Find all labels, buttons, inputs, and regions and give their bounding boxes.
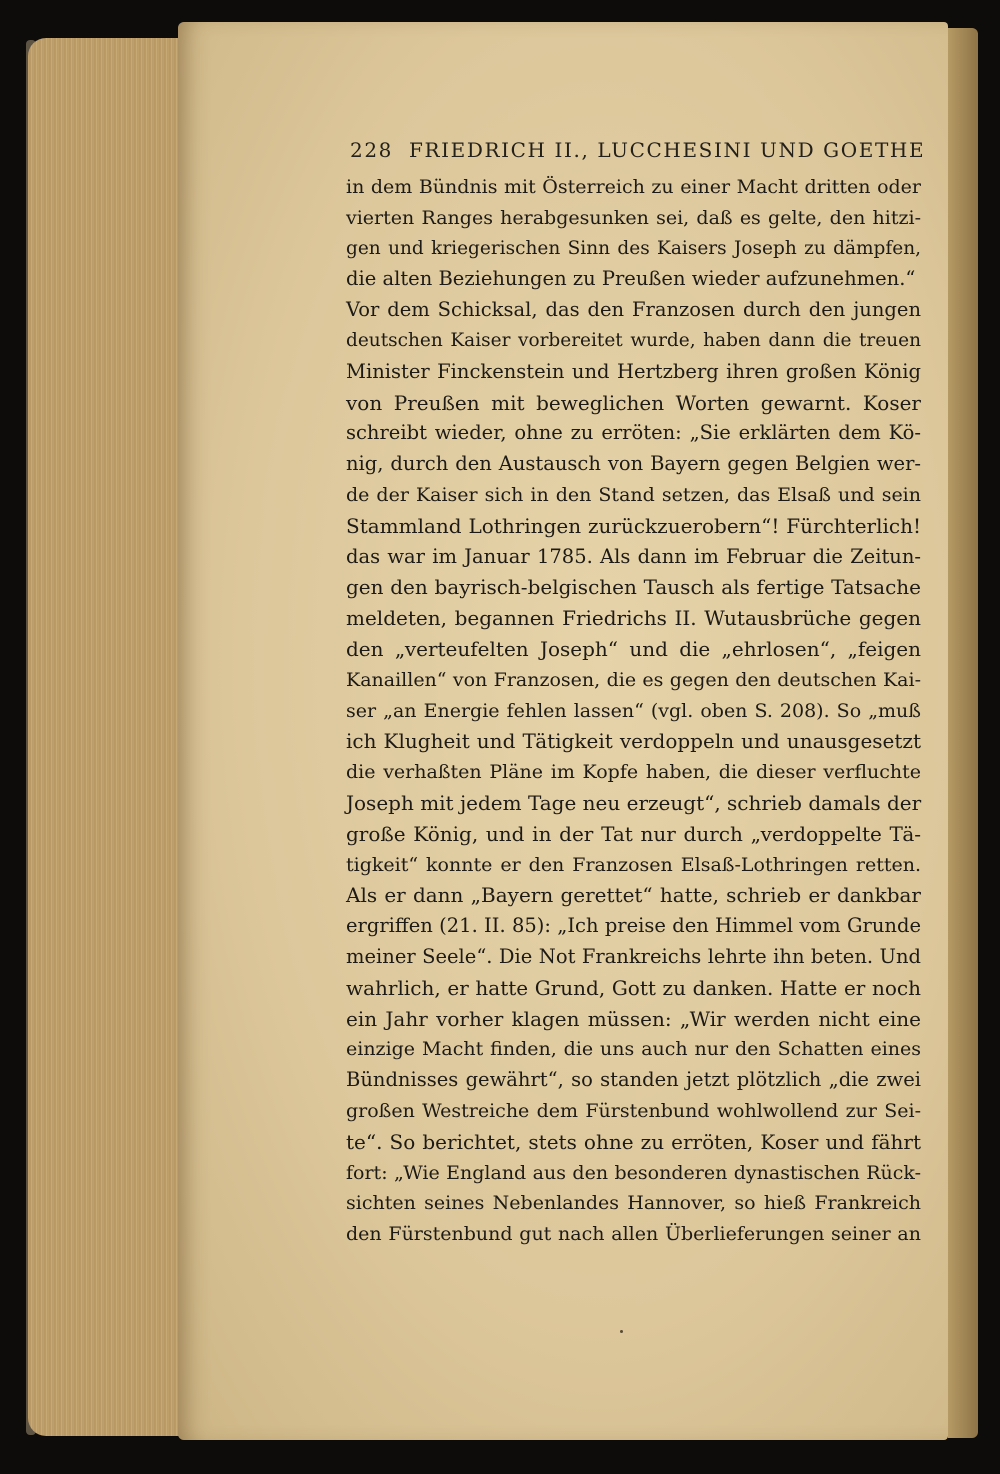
text-line: nig, durch den Austausch von Bayern gegen Belgien wer-: [346, 452, 921, 476]
paper-speck: [620, 1330, 623, 1333]
text-line: den Fürstenbund gut nach allen Überlieferungen seiner an: [346, 1223, 921, 1246]
text-line: Minister Finckenstein und Hertzberg ihren großen König: [346, 359, 921, 383]
text-line: Als er dann „Bayern gerettet“ hatte, schrieb er dankbar: [346, 883, 921, 908]
text-line: Vor dem Schicksal, das den Franzosen durch den jungen: [346, 298, 921, 322]
text-line: Kanaillen“ von Franzosen, die es gegen den deutschen Kai-: [346, 668, 921, 691]
text-line: fort: „Wie England aus den besonderen dynastischen Rück-: [346, 1161, 921, 1184]
text-line: ser „an Energie fehlen lassen“ (vgl. oben S. 208). So „muß: [346, 699, 921, 722]
running-title: FRIEDRICH II., LUCCHESINI UND GOETHE: [408, 138, 926, 162]
text-line: deutschen Kaiser vorbereitet wurde, haben dann die treuen: [346, 329, 921, 351]
text-line: ein Jahr vorher klagen müssen: „Wir werden nicht eine: [346, 1006, 921, 1031]
text-line: Joseph mit jedem Tage neu erzeugt“, schrieb damals der: [346, 790, 922, 815]
text-line: meiner Seele“. Die Not Frankreichs lehrte ihn beten. Und: [346, 944, 921, 968]
text-line: de der Kaiser sich in den Stand setzen, das Elsaß und sein: [346, 483, 921, 506]
text-line: meldeten, begannen Friedrichs II. Wutausbrüche gegen: [346, 606, 921, 631]
text-line: ergriffen (21. II. 85): „Ich preise den Himmel vom Grunde: [346, 914, 921, 938]
text-line: Stammland Lothringen zurückzuerobern“! Fürchterlich!: [346, 513, 921, 538]
text-line: den „verteufelten Joseph“ und die „ehrlosen“, „feigen: [346, 636, 921, 661]
text-line: schreibt wieder, ohne zu erröten: „Sie erklärten dem Kö-: [346, 421, 921, 445]
page-number: 228: [350, 138, 393, 162]
text-line: te“. So berichtet, stets ohne zu erröten, Koser und fährt: [346, 1129, 921, 1154]
text-line: tigkeit“ konnte er den Franzosen Elsaß-Lothringen retten.: [346, 853, 921, 876]
text-line: vierten Ranges herabgesunken sei, daß es gelte, den hitzi-: [346, 206, 921, 229]
running-header: [350, 138, 926, 162]
text-line: Bündnisses gewährt“, so standen jetzt plötzlich „die zwei: [346, 1068, 921, 1092]
text-line: von Preußen mit beweglichen Worten gewarnt. Koser: [346, 390, 921, 415]
text-line: wahrlich, er hatte Grund, Gott zu danken. Hatte er noch: [346, 975, 921, 1000]
text-line: sichten seines Nebenlandes Hannover, so hieß Frankreich: [346, 1192, 921, 1215]
text-line: gen den bayrisch-belgischen Tausch als fertige Tatsache: [346, 575, 921, 600]
text-line: die alten Beziehungen zu Preußen wieder aufzunehmen.“: [346, 267, 916, 291]
text-line: großen Westreiche dem Fürstenbund wohlwollend zur Sei-: [346, 1099, 921, 1122]
text-line: einzige Macht finden, die uns auch nur den Schatten eines: [346, 1038, 921, 1061]
text-line: die verhaßten Pläne im Kopfe haben, die dieser verfluchte: [346, 761, 921, 784]
text-line: große König, und in der Tat nur durch „verdoppelte Tä-: [346, 821, 921, 846]
facing-page-edge: [948, 28, 978, 1438]
text-line: in dem Bündnis mit Österreich zu einer Macht dritten oder: [346, 176, 921, 198]
body-text: [346, 172, 921, 1250]
text-line: ich Klugheit und Tätigkeit verdoppeln und unausgesetzt: [346, 729, 921, 754]
text-line: das war im Januar 1785. Als dann im Februar die Zeitun-: [346, 544, 921, 568]
text-line: gen und kriegerischen Sinn des Kaisers Joseph zu dämpfen,: [346, 237, 921, 259]
